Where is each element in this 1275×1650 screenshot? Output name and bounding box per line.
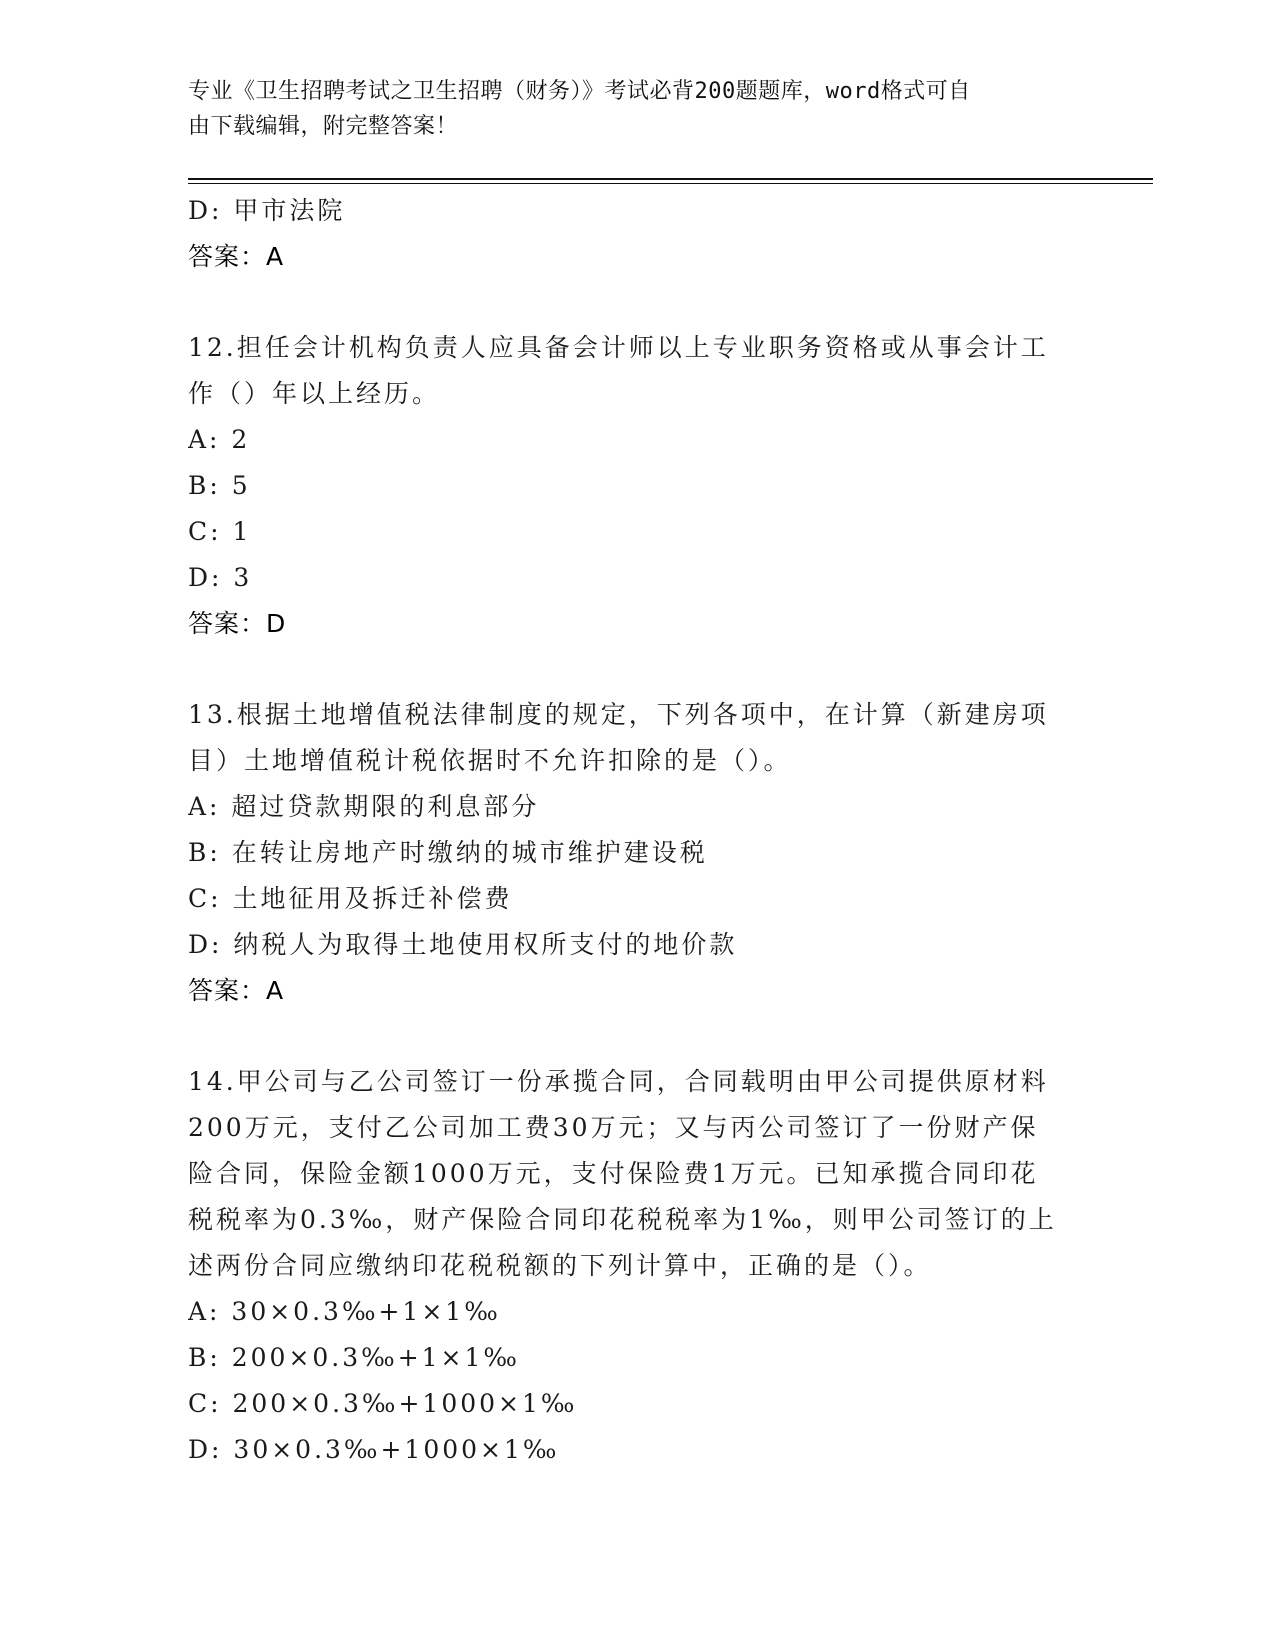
q14-option-a: A: 30×0.3‰+1×1‰ <box>188 1297 501 1326</box>
q13-stem-line-2: 目）土地增值税计税依据时不允许扣除的是（）。 <box>188 746 792 775</box>
header-divider-thick <box>188 178 1153 180</box>
question-12 <box>188 325 1088 647</box>
q13-stem-line-1: 13.根据土地增值税法律制度的规定，下列各项中，在计算（新建房项 <box>188 700 1049 729</box>
spacer <box>188 1014 1088 1059</box>
q14-stem-line-5: 述两份合同应缴纳印花税税额的下列计算中，正确的是（）。 <box>188 1251 932 1280</box>
document-header <box>188 74 1068 144</box>
header-line-2: 由下载编辑，附完整答案！ <box>188 114 459 139</box>
q12-answer: 答案：D <box>188 609 287 638</box>
q14-option-b: B: 200×0.3‰+1×1‰ <box>188 1343 520 1372</box>
q12-stem-line-1: 12.担任会计机构负责人应具备会计师以上专业职务资格或从事会计工 <box>188 333 1049 362</box>
q14-option-d: D: 30×0.3‰+1000×1‰ <box>188 1435 560 1464</box>
q14-stem-line-1: 14.甲公司与乙公司签订一份承揽合同，合同载明由甲公司提供原材料 <box>188 1067 1049 1096</box>
header-line-1: 专业《卫生招聘考试之卫生招聘（财务）》考试必背200题题库，word格式可自 <box>188 79 971 104</box>
q11-option-d: D: 甲市法院 <box>188 196 346 225</box>
q13-option-b: B: 在转让房地产时缴纳的城市维护建设税 <box>188 838 708 867</box>
q14-stem-line-4: 税税率为0.3‰，财产保险合同印花税税率为1‰，则甲公司签订的上 <box>188 1205 1057 1234</box>
question-list <box>188 188 1088 1473</box>
q11-answer: 答案：A <box>188 242 285 271</box>
q14-option-c: C: 200×0.3‰+1000×1‰ <box>188 1389 578 1418</box>
q12-option-a: A: 2 <box>188 425 251 454</box>
q14-stem-line-2: 200万元，支付乙公司加工费30万元；又与丙公司签订了一份财产保 <box>188 1113 1039 1142</box>
q14-stem-line-3: 险合同，保险金额1000万元，支付保险费1万元。已知承揽合同印花 <box>188 1159 1039 1188</box>
spacer <box>188 647 1088 692</box>
q13-option-a: A: 超过贷款期限的利息部分 <box>188 792 540 821</box>
question-13 <box>188 692 1088 1014</box>
question-11-tail <box>188 188 1088 280</box>
q12-option-d: D: 3 <box>188 563 253 592</box>
q13-option-c: C: 土地征用及拆迁补偿费 <box>188 884 513 913</box>
q13-answer: 答案：A <box>188 976 285 1005</box>
q12-stem-line-2: 作（）年以上经历。 <box>188 379 441 408</box>
q13-option-d: D: 纳税人为取得土地使用权所支付的地价款 <box>188 930 738 959</box>
q12-option-b: B: 5 <box>188 471 251 500</box>
spacer <box>188 280 1088 325</box>
question-14 <box>188 1059 1088 1473</box>
q12-option-c: C: 1 <box>188 517 252 546</box>
header-divider-thin <box>188 183 1153 184</box>
